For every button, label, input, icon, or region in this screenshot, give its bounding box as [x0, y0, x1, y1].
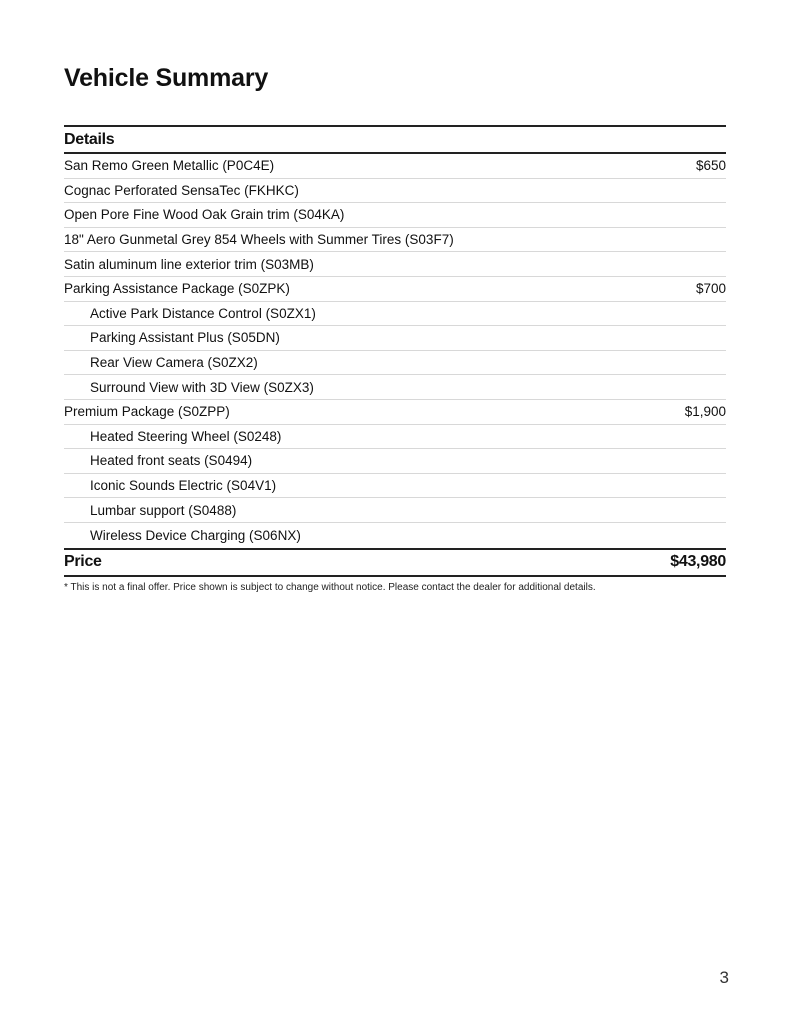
row-label: Heated Steering Wheel (S0248): [90, 428, 282, 444]
price-row: [64, 548, 726, 577]
row-label: Surround View with 3D View (S0ZX3): [90, 379, 314, 395]
table-row: [64, 400, 726, 425]
table-row: [64, 425, 726, 450]
row-label: 18" Aero Gunmetal Grey 854 Wheels with Summer Tires (S03F7): [64, 232, 454, 248]
page-title: Vehicle Summary: [64, 64, 269, 92]
row-label: Cognac Perforated SensaTec (FKHKC): [64, 182, 299, 198]
table-row: [64, 302, 726, 327]
table-row: [64, 498, 726, 523]
table-row: [64, 523, 726, 548]
table-row: [64, 203, 726, 228]
details-rows: [64, 154, 726, 548]
row-label: Iconic Sounds Electric (S04V1): [90, 478, 277, 494]
row-label: Parking Assistant Plus (S05DN): [90, 330, 280, 346]
row-label: Lumbar support (S0488): [90, 502, 237, 518]
row-label: San Remo Green Metallic (P0C4E): [64, 158, 275, 174]
row-label: Rear View Camera (S0ZX2): [90, 355, 258, 371]
details-header: Details: [64, 125, 726, 154]
table-row: [64, 375, 726, 400]
row-label: Wireless Device Charging (S06NX): [90, 527, 301, 543]
row-label: Premium Package (S0ZPP): [64, 404, 230, 420]
table-row: [64, 326, 726, 351]
table-row: [64, 351, 726, 376]
table-row: [64, 277, 726, 302]
row-label: Satin aluminum line exterior trim (S03MB): [64, 256, 314, 272]
disclaimer: * This is not a final offer. Price shown is subject to change without notice. Please contact the dealer for additional details.: [64, 581, 596, 593]
table-row: [64, 252, 726, 277]
page-number: 3: [719, 968, 729, 987]
row-price: $700: [695, 281, 726, 297]
table-row: [64, 228, 726, 253]
vehicle-summary-table: [64, 125, 726, 593]
row-label: Heated front seats (S0494): [90, 453, 253, 469]
price-value: $43,980: [670, 553, 726, 570]
table-row: [64, 154, 726, 179]
row-label: Parking Assistance Package (S0ZPK): [64, 281, 290, 297]
table-row: [64, 179, 726, 204]
table-row: [64, 449, 726, 474]
row-label: Open Pore Fine Wood Oak Grain trim (S04KA): [64, 207, 345, 223]
row-price: $650: [695, 158, 726, 174]
row-price: $1,900: [684, 404, 726, 420]
table-row: [64, 474, 726, 499]
price-label: Price: [64, 553, 102, 570]
row-label: Active Park Distance Control (S0ZX1): [90, 305, 316, 321]
